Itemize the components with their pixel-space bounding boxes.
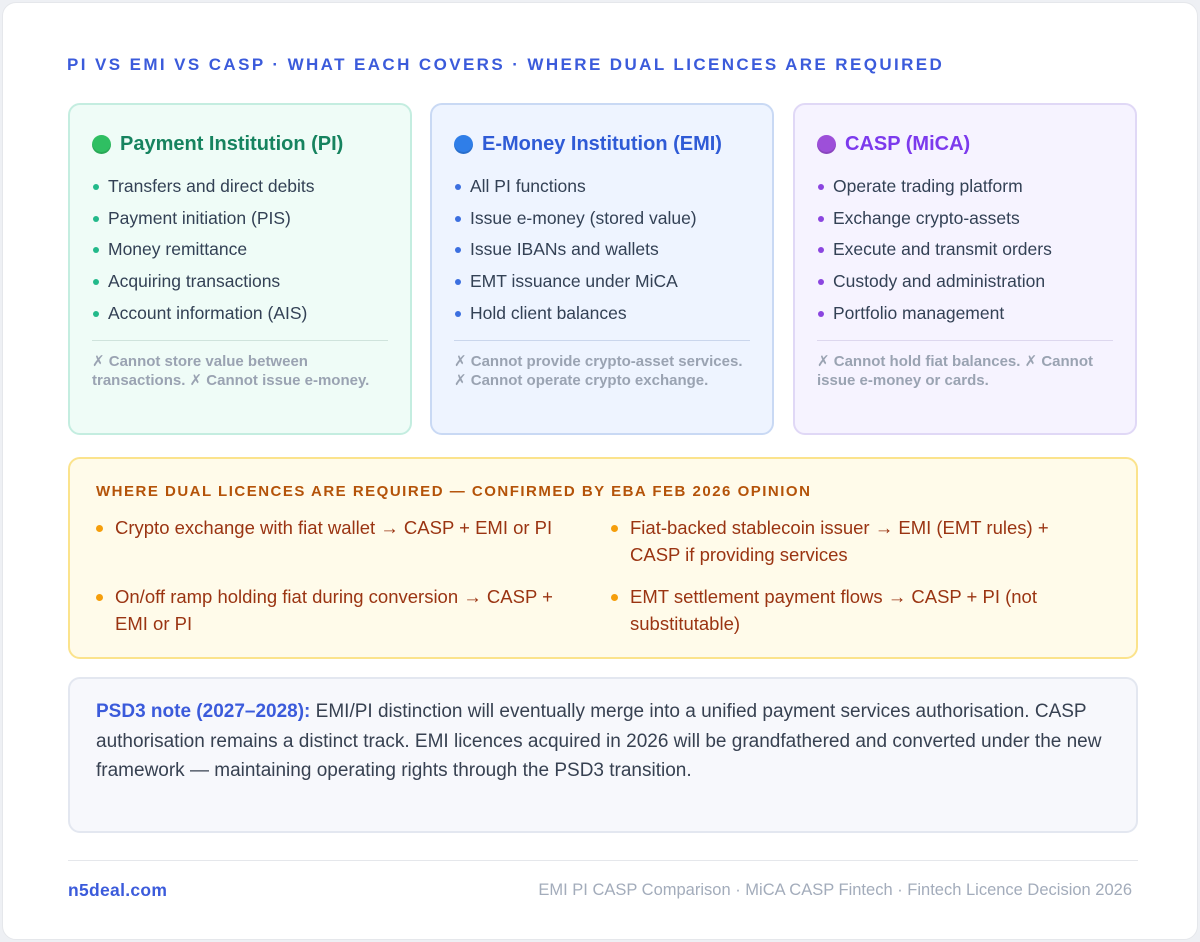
dual-licence-panel [68,457,1138,659]
list-item: All PI functions [454,171,750,203]
divider [817,340,1113,341]
list-item: Execute and transmit orders [817,234,1113,266]
feature-list [817,171,1113,330]
psd3-note-text: EMI/PI distinction will eventually merge into a unified payment services authorisation. CASP authorisation remains a distinct track. EMI licences acquired in 2026 will be grandfathered and converted under the new framework — maintaining operating rights through the PSD3 transition. [96,701,1102,781]
list-item: Custody and administration [817,266,1113,298]
list-item: Exchange crypto-assets [817,203,1113,235]
card-title [92,131,388,157]
list-item: Account information (AIS) [92,298,388,330]
card-casp [793,103,1137,435]
footer-divider [68,860,1138,861]
psd3-note-label: PSD3 note (2027–2028): [96,701,311,722]
card-payment-institution [68,103,412,435]
brand-link[interactable]: n5deal.com [68,880,168,900]
divider [454,340,750,341]
card-title [817,131,1113,157]
list-item: Portfolio management [817,298,1113,330]
divider [92,340,388,341]
psd3-note-panel [68,677,1138,833]
dual-licence-item: Fiat-backed stablecoin issuer → EMI (EMT rules) + CASP if providing services [610,515,1090,568]
page-frame [2,2,1198,940]
list-item: Operate trading platform [817,171,1113,203]
card-title-text: E-Money Institution (EMI) [482,132,722,155]
list-item: Acquiring transactions [92,266,388,298]
blue-circle-icon [454,135,473,154]
dual-licence-item: On/off ramp holding fiat during conversion → CASP + EMI or PI [95,584,575,637]
dual-licence-item: Crypto exchange with fiat wallet → CASP + EMI or PI [95,515,575,542]
purple-circle-icon [817,135,836,154]
limitations-note: ✗ Cannot store value between transactions. ✗ Cannot issue e-money. [92,352,370,390]
list-item: Issue e-money (stored value) [454,203,750,235]
card-title [454,131,750,157]
card-title-text: Payment Institution (PI) [120,132,344,155]
dual-licence-item: EMT settlement payment flows → CASP + PI (not substitutable) [610,584,1090,637]
footer-tags: EMI PI CASP Comparison · MiCA CASP Fintech · Fintech Licence Decision 2026 [538,881,1132,899]
feature-list [92,171,388,330]
card-title-text: CASP (MiCA) [845,132,971,155]
page-heading: PI VS EMI VS CASP · WHAT EACH COVERS · WHERE DUAL LICENCES ARE REQUIRED [67,55,945,74]
list-item: Issue IBANs and wallets [454,234,750,266]
limitations-note: ✗ Cannot hold fiat balances. ✗ Cannot issue e-money or cards. [817,352,1093,390]
feature-list [454,171,750,330]
green-circle-icon [92,135,111,154]
list-item: Payment initiation (PIS) [92,203,388,235]
list-item: Transfers and direct debits [92,171,388,203]
card-e-money-institution [430,103,774,435]
limitations-note: ✗ Cannot provide crypto-asset services. ✗ Cannot operate crypto exchange. [454,352,743,390]
dual-licence-heading: WHERE DUAL LICENCES ARE REQUIRED — CONFIRMED BY EBA FEB 2026 OPINION [96,483,812,500]
list-item: Hold client balances [454,298,750,330]
list-item: Money remittance [92,234,388,266]
list-item: EMT issuance under MiCA [454,266,750,298]
